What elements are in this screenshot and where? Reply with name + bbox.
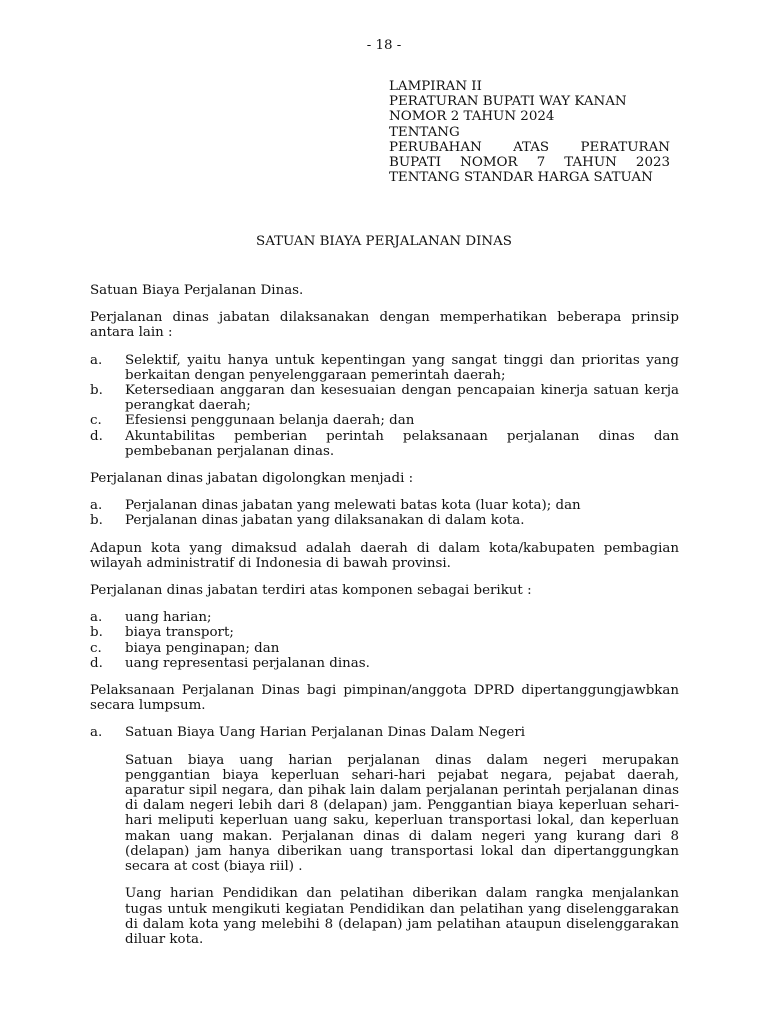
section-a-paragraph: Uang harian Pendidikan dan pelatihan diberikan dalam rangka menjalankan tugas untuk mengikuti kegiatan Pendidikan dan pelatihan yang diselenggarakan di dalam kota yang melebihi 8 (delapan) jam pelatihan ataupun diselenggarakan diluar kota. [125,886,679,947]
list-item [90,625,679,640]
list-marker: c. [90,413,102,429]
list-text: Akuntabilitas pemberian perintah pelaksanaan perjalanan dinas dan pembebanan perjalanan dinas. [125,428,679,459]
list-item [90,656,679,671]
list-text: uang harian; [125,610,212,626]
list-marker: b. [90,383,103,399]
list-item [90,413,679,428]
city-definition: Adapun kota yang dimaksud adalah daerah di dalam kota/kabupaten pembagian wilayah administratif di Indonesia di bawah provinsi. [90,540,679,571]
list-text: Selektif, yaitu hanya untuk kepentingan yang sangat tinggi dan prioritas yang berkaitan dengan penyelenggaraan pemerintah daerah; [125,352,679,383]
header-line: NOMOR 2 TAHUN 2024 [389,109,555,125]
header-line: TENTANG [389,124,460,140]
list-text: uang representasi perjalanan dinas. [125,655,370,671]
list-marker: d. [90,655,103,671]
list-marker: b. [90,513,103,529]
document-title: SATUAN BIAYA PERJALANAN DINAS [256,234,512,249]
list-marker: d. [90,428,103,444]
list-item [90,353,679,383]
components-intro: Perjalanan dinas jabatan terdiri atas komponen sebagai berikut : [90,583,532,599]
list-marker: a. [90,498,103,514]
list-marker: a. [90,352,103,368]
components-list [90,610,679,671]
header-line: LAMPIRAN II [389,79,482,94]
classification-intro: Perjalanan dinas jabatan digolongkan menjadi : [90,471,414,487]
list-item [90,498,679,513]
list-text: Efesiensi penggunaan belanja daerah; dan [125,413,415,429]
list-text: Perjalanan dinas jabatan yang melewati batas kota (luar kota); dan [125,498,581,514]
list-marker: b. [90,625,103,641]
classification-list [90,498,679,528]
principles-list [90,353,679,459]
section-a-paragraph: Satuan biaya uang harian perjalanan dinas dalam negeri merupakan penggantian biaya keperluan sehari-hari pejabat negara, pejabat daerah, aparatur sipil negara, dan pihak lain dalam perjalanan perintah perjalanan dinas di dalam negeri lebih dari 8 (delapan) jam. Penggantian biaya keperluan sehari-hari meliputi keperluan uang saku, keperluan transportasi lokal, dan keperluan makan uang makan. Perjalanan dinas di dalam negeri yang kurang dari 8 (delapan) jam hanya diberikan uang transportasi lokal dan dipertanggungkan secara at cost (biaya riil) . [125,752,679,875]
intro-paragraph: Satuan Biaya Perjalanan Dinas. [90,283,304,298]
document-body [90,283,679,959]
header-line: TENTANG STANDAR HARGA SATUAN [389,170,653,186]
page-number: - 18 - [366,38,402,53]
dprd-note: Pelaksanaan Perjalanan Dinas bagi pimpinan/anggota DPRD dipertanggungjawbkan secara lumpsum. [90,683,679,714]
section-heading [90,725,679,740]
header-line: PERATURAN BUPATI WAY KANAN [389,94,627,110]
principles-intro: Perjalanan dinas jabatan dilaksanakan dengan memperhatikan beberapa prinsip antara lain : [90,310,679,341]
list-item [90,383,679,413]
list-item [90,641,679,656]
attachment-header [389,79,670,185]
list-item [90,610,679,625]
list-item [90,513,679,528]
header-line: BUPATI NOMOR 7 TAHUN 2023 [389,155,670,171]
list-marker: c. [90,640,102,656]
list-marker: a. [90,725,103,741]
list-item [90,429,679,459]
section-a-heading-list [90,725,679,740]
list-marker: a. [90,610,103,626]
section-heading-text: Satuan Biaya Uang Harian Perjalanan Dinas Dalam Negeri [125,725,526,741]
list-text: Perjalanan dinas jabatan yang dilaksanakan di dalam kota. [125,513,525,529]
list-text: biaya transport; [125,625,234,641]
header-line: PERUBAHAN ATAS PERATURAN [389,139,670,155]
list-text: Ketersediaan anggaran dan kesesuaian dengan pencapaian kinerja satuan kerja perangkat daerah; [125,383,679,414]
list-text: biaya penginapan; dan [125,640,280,656]
